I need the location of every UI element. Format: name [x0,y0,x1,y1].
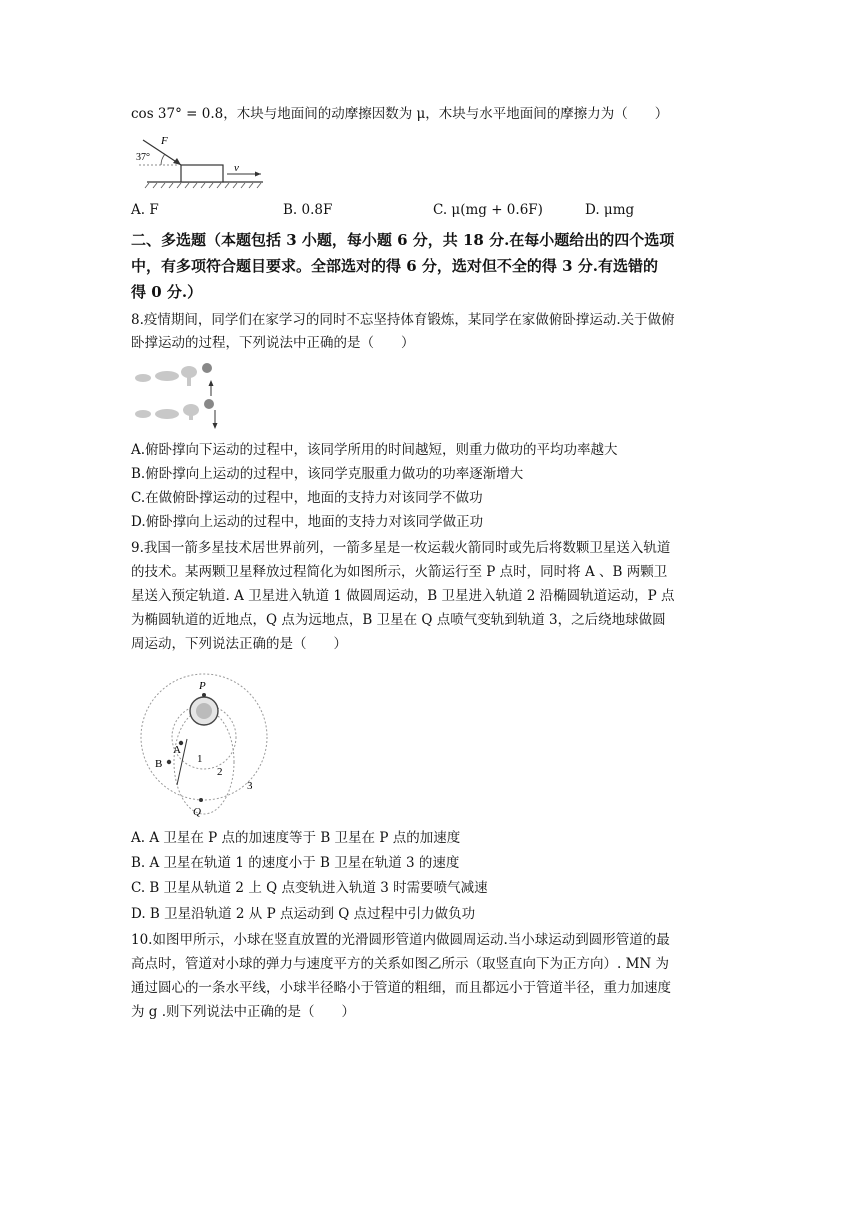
q8-option-c: C.在做俯卧撑运动的过程中，地面的支持力对该同学不做功 [131,490,483,506]
q8-option-d: D.俯卧撑向上运动的过程中，地面的支持力对该同学做正功 [131,514,484,530]
q9-option-d: D. B 卫星沿轨道 2 从 P 点运动到 Q 点过程中引力做负功 [131,906,476,922]
q7-option-c: C. μ(mg + 0.6F) [433,202,543,218]
q10-line-2: 高点时，管道对小球的弹力与速度平方的关系如图乙所示（取竖直向下为正方向）. MN 为 [131,956,670,972]
velocity-label: v [234,162,239,174]
q9-orbit-figure [131,667,271,817]
q9-line-5: 周运动，下列说法正确的是（ ） [131,636,347,652]
angle-label: 37° [136,152,150,163]
force-label: F [161,135,168,147]
q9-option-a: A. A 卫星在 P 点的加速度等于 B 卫星在 P 点的加速度 [131,830,461,846]
label-3: 3 [247,780,253,792]
q10-line-3: 通过圆心的一条水平线，小球半径略小于管道的粗细，而且都远小于管道半径，重力加速度 [131,980,671,996]
q7-stem-tail: cos 37° = 0.8，木块与地面间的动摩擦因数为 μ，木块与水平地面间的摩擦力为（ ） [131,106,669,122]
q8-option-b: B.俯卧撑向上运动的过程中，该同学克服重力做功的功率逐渐增大 [131,466,524,482]
q9-line-2: 的技术。某两颗卫星释放过程简化为如图所示，火箭运行至 P 点时，同时将 A 、B 两颗卫 [131,564,668,580]
q9-line-3: 星送入预定轨道. A 卫星进入轨道 1 做圆周运动，B 卫星进入轨道 2 沿椭圆轨道运动，P 点 [131,588,675,604]
q9-option-c: C. B 卫星从轨道 2 上 Q 点变轨进入轨道 3 时需要喷气减速 [131,880,488,896]
label-2: 2 [217,766,223,778]
q9-option-b: B. A 卫星在轨道 1 的速度小于 B 卫星在轨道 3 的速度 [131,855,460,871]
q7-option-d: D. μmg [585,202,635,218]
q9-line-1: 9.我国一箭多星技术居世界前列，一箭多星是一枚运载火箭同时或先后将数颗卫星送入轨道 [131,540,671,556]
section2-line-2: 中，有多项符合题目要求。全部选对的得 6 分，选对但不全的得 3 分.有选错的 [131,257,658,275]
label-a: A [173,744,181,756]
q7-figure [131,130,271,192]
q7-option-b: B. 0.8F [283,202,333,218]
section2-line-3: 得 0 分.） [131,283,203,301]
section2-line-1: 二、多选题（本题包括 3 小题，每小题 6 分，共 18 分.在每小题给出的四个选项 [131,231,675,249]
q8-option-a: A.俯卧撑向下运动的过程中，该同学所用的时间越短，则重力做功的平均功率越大 [131,442,618,458]
label-p: P [199,680,206,692]
q8-pushup-figure [131,358,223,434]
q7-option-a: A. F [131,202,159,218]
block [181,165,223,182]
q8-line-1: 8.疫情期间，同学们在家学习的同时不忘坚持体育锻炼，某同学在家做俯卧撑运动.关于做俯 [131,312,675,328]
q8-line-2: 卧撑运动的过程，下列说法中正确的是（ ） [131,335,415,351]
q9-line-4: 为椭圆轨道的近地点，Q 点为远地点，B 卫星在 Q 点喷气变轨到轨道 3，之后绕地球做圆 [131,612,666,628]
q10-line-1: 10.如图甲所示，小球在竖直放置的光滑圆形管道内做圆周运动.当小球运动到圆形管道的最 [131,932,670,948]
label-q: Q [193,806,201,817]
label-b: B [155,758,163,770]
label-1: 1 [197,753,203,765]
q10-line-4: 为 g .则下列说法中正确的是（ ） [131,1004,356,1020]
